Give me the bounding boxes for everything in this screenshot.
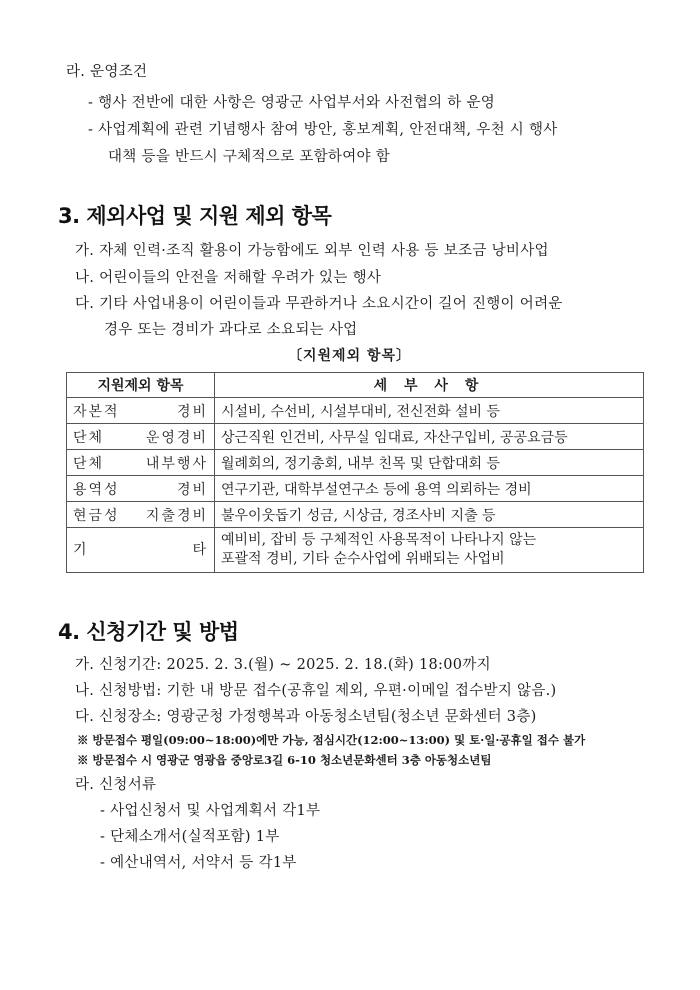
bullet-item-continuation: 대책 등을 반드시 구체적으로 포함하여야 함: [108, 149, 391, 165]
table-cell-category: 용역성 경비: [67, 476, 215, 502]
document-item: - 단체소개서(실적포함) 1부: [100, 829, 280, 845]
documents-heading: 라. 신청서류: [75, 777, 157, 793]
table-cell-category: 기 타: [67, 528, 215, 573]
table-header-category: 지원제외 항목: [67, 373, 215, 398]
list-item: 나. 신청방법: 기한 내 방문 접수(공휴일 제외, 우편·이메일 접수받지 않음.): [75, 683, 557, 699]
section-4-title: 4. 신청기간 및 방법: [58, 620, 239, 644]
table-row: [67, 528, 644, 573]
table-row: [67, 476, 644, 502]
table-cell-detail-line: 예비비, 잡비 등 구체적인 사용목적이 나타나지 않는: [221, 532, 537, 548]
list-item: 나. 어린이들의 안전을 저해할 우려가 있는 행사: [75, 270, 382, 286]
list-item: 가. 신청기간: 2025. 2. 3.(월) ~ 2025. 2. 18.(화) 18:00까지: [75, 657, 491, 673]
table-cell-category: 단체 운영경비: [67, 424, 215, 450]
list-item-continuation: 경우 또는 경비가 과다로 소요되는 사업: [104, 322, 358, 338]
bullet-item: - 행사 전반에 대한 사항은 영광군 사업부서와 사전협의 하 운영: [88, 95, 496, 111]
list-item: 다. 신청장소: 영광군청 가정행복과 아동청소년팀(청소년 문화센터 3층): [75, 709, 537, 725]
list-item: 가. 자체 인력·조직 활용이 가능함에도 외부 인력 사용 등 보조금 낭비사업: [75, 243, 549, 259]
table-cell-detail: [215, 528, 644, 573]
table-cell-detail: 불우이웃돕기 성금, 시상금, 경조사비 지출 등: [215, 502, 644, 528]
note-visiting-hours: ※ 방문접수 평일(09:00~18:00)에만 가능, 점심시간(12:00~13:00) 및 토·일·공휴일 접수 불가: [77, 733, 586, 747]
table-row: [67, 424, 644, 450]
section-heading-operating-conditions: 라. 운영조건: [66, 64, 148, 80]
document-item: - 예산내역서, 서약서 등 각1부: [100, 855, 297, 871]
table-cell-detail: 월례회의, 정기총회, 내부 친목 및 단합대회 등: [215, 450, 644, 476]
table-row: [67, 502, 644, 528]
list-item: 다. 기타 사업내용이 어린이들과 무관하거나 소요시간이 길어 진행이 어려운: [75, 296, 563, 312]
exclusion-table: [66, 372, 644, 573]
table-cell-category: 현금성 지출경비: [67, 502, 215, 528]
section-3-title: 3. 제외사업 및 지원 제외 항목: [58, 204, 332, 228]
bullet-item: - 사업계획에 관련 기념행사 참여 방안, 홍보계획, 안전대책, 우천 시 행사: [88, 122, 558, 138]
table-header-detail: 세 부 사 항: [215, 373, 644, 398]
note-address: ※ 방문접수 시 영광군 영광읍 중앙로3길 6-10 청소년문화센터 3층 아동청소년팀: [77, 753, 492, 767]
table-cell-detail-line: 포괄적 경비, 기타 순수사업에 위배되는 사업비: [221, 551, 505, 567]
table-cell-detail: 시설비, 수선비, 시설부대비, 전신전화 설비 등: [215, 398, 644, 424]
document-item: - 사업신청서 및 사업계획서 각1부: [100, 803, 321, 819]
table-row: [67, 450, 644, 476]
table-cell-detail: 상근직원 인건비, 사무실 임대료, 자산구입비, 공공요금등: [215, 424, 644, 450]
table-row: [67, 398, 644, 424]
table-cell-category: 단체 내부행사: [67, 450, 215, 476]
table-caption: 〔지원제외 항목〕: [288, 348, 412, 364]
table-cell-category: 자본적 경비: [67, 398, 215, 424]
table-cell-detail: 연구기관, 대학부설연구소 등에 용역 의뢰하는 경비: [215, 476, 644, 502]
table-header-row: [67, 373, 644, 398]
